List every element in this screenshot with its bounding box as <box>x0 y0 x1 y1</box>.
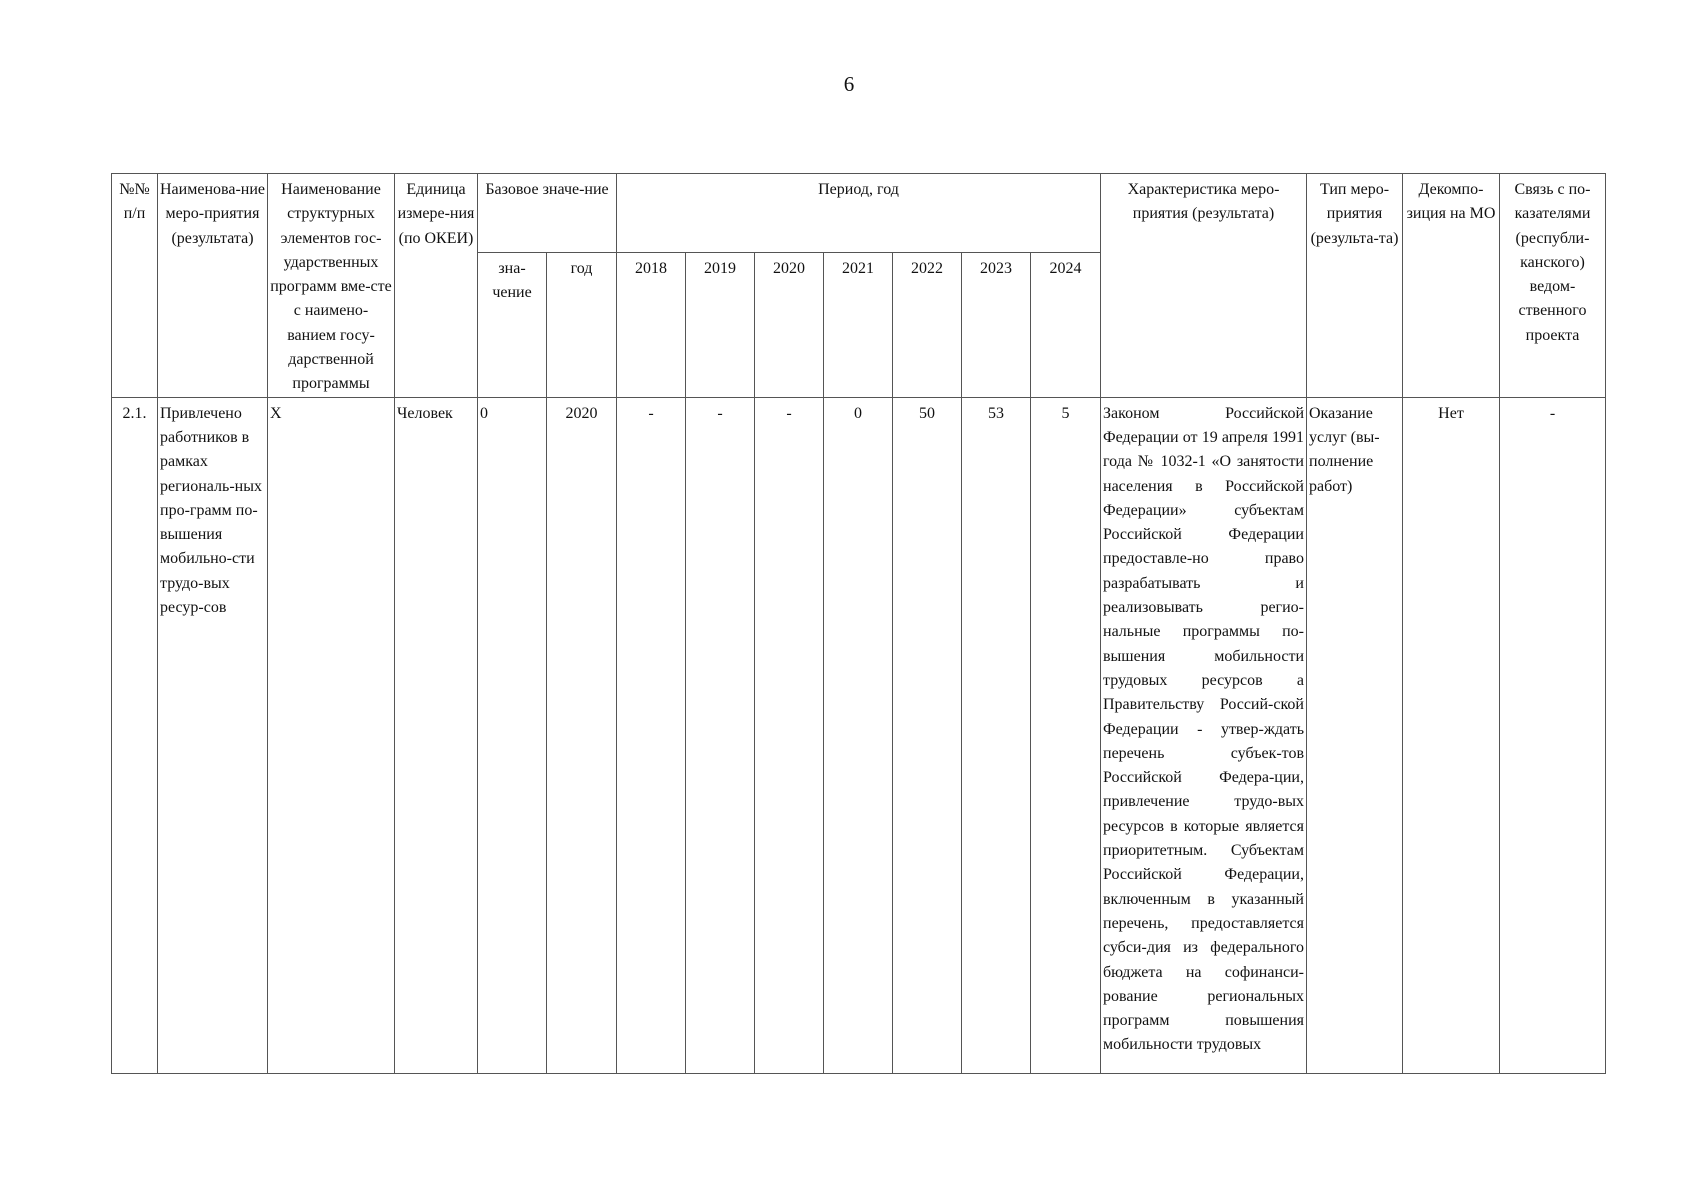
header-name: Наименова-ние меро-приятия (результата) <box>158 174 268 398</box>
header-base: Базовое значе-ние <box>478 174 617 253</box>
header-year-2024: 2024 <box>1031 253 1101 398</box>
header-unit: Единица измере-ния (по ОКЕИ) <box>395 174 478 398</box>
cell-name: Привлечено работников в рамках региональ-ных про-грамм по-вышения мобильно-сти трудо-вых ресур-сов <box>158 397 268 1073</box>
cell-decomposition: Нет <box>1403 397 1500 1073</box>
cell-num: 2.1. <box>112 397 158 1073</box>
cell-structural: Х <box>268 397 395 1073</box>
measures-table <box>111 173 1606 1074</box>
header-num: №№ п/п <box>112 174 158 398</box>
cell-year-2018: - <box>617 397 686 1073</box>
cell-year-2021: 0 <box>824 397 893 1073</box>
page-number: 6 <box>843 72 855 96</box>
header-base-year: год <box>547 253 617 398</box>
cell-year-2023: 53 <box>962 397 1031 1073</box>
cell-year-2019: - <box>686 397 755 1073</box>
cell-year-2022: 50 <box>893 397 962 1073</box>
header-year-2023: 2023 <box>962 253 1031 398</box>
header-year-2019: 2019 <box>686 253 755 398</box>
header-type: Тип меро-приятия (результа-та) <box>1307 174 1403 398</box>
header-year-2020: 2020 <box>755 253 824 398</box>
header-year-2022: 2022 <box>893 253 962 398</box>
cell-year-2020: - <box>755 397 824 1073</box>
header-characteristic: Характеристика меро-приятия (результата) <box>1101 174 1307 398</box>
cell-base-value: 0 <box>478 397 547 1073</box>
cell-link: - <box>1500 397 1606 1073</box>
cell-type: Оказание услуг (вы-полнение работ) <box>1307 397 1403 1073</box>
header-link: Связь с по-казателями (республи-канского) ведом-ственного проекта <box>1500 174 1606 398</box>
cell-characteristic: Законом Российской Федерации от 19 апреля 1991 года № 1032-1 «О занятости населения в Российской Федерации» субъектам Российской Федерации предоставле-но право разрабатывать и реализовывать регио-нальные программы по-вышения мобильности трудовых ресурсов а Правительству Россий-ской Федерации - утвер-ждать перечень субъек-тов Российской Федера-ции, привлечение трудо-вых ресурсов в которые является приоритетным. Субъектам Российской Федерации, включенным в указанный перечень, предоставляется субси-дия из федерального бюджета на софинанси-рование региональных программ повышения мобильности трудовых <box>1101 397 1307 1073</box>
header-structural: Наименование структурных элементов гос-ударственных программ вме-сте с наимено-ванием госу-дарственной программы <box>268 174 395 398</box>
table-row <box>112 397 1606 1073</box>
cell-base-year: 2020 <box>547 397 617 1073</box>
header-base-value: зна-чение <box>478 253 547 398</box>
cell-year-2024: 5 <box>1031 397 1101 1073</box>
header-decomposition: Декомпо-зиция на МО <box>1403 174 1500 398</box>
header-row-top <box>112 174 1606 253</box>
header-year-2021: 2021 <box>824 253 893 398</box>
cell-unit: Человек <box>395 397 478 1073</box>
header-year-2018: 2018 <box>617 253 686 398</box>
header-period: Период, год <box>617 174 1101 253</box>
